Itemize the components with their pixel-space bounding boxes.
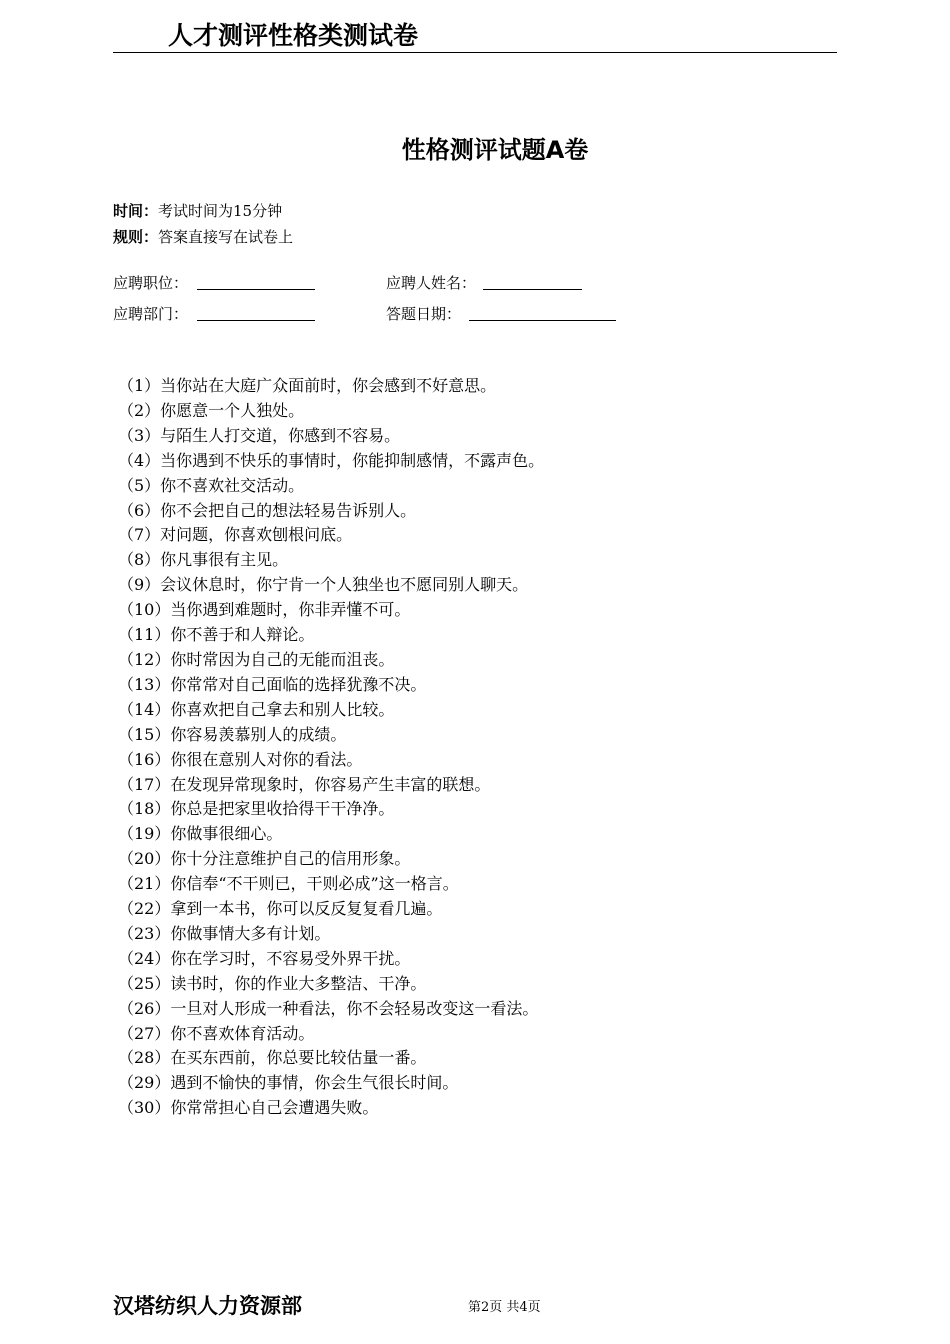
time-line <box>113 201 282 221</box>
rule-line <box>113 227 293 247</box>
question-item: （7）对问题，你喜欢刨根问底。 <box>118 525 353 545</box>
question-item: （25）读书时，你的作业大多整洁、干净。 <box>118 973 427 993</box>
department-label: 应聘部门： <box>113 305 189 323</box>
date-blank[interactable] <box>469 320 616 321</box>
question-item: （8）你凡事很有主见。 <box>118 550 289 570</box>
header-divider <box>113 52 837 53</box>
question-item: （16）你很在意别人对你的看法。 <box>118 749 363 769</box>
question-item: （9）会议休息时，你宁肯一个人独坐也不愿同别人聊天。 <box>118 575 529 595</box>
question-item: （19）你做事很细心。 <box>118 824 283 844</box>
question-item: （27）你不喜欢体育活动。 <box>118 1023 315 1043</box>
question-item: （18）你总是把家里收拾得干干净净。 <box>118 799 395 819</box>
time-value: 考试时间为15分钟 <box>158 202 283 220</box>
question-item: （21）你信奉“不干则已，干则必成”这一格言。 <box>118 874 459 894</box>
question-item: （10）当你遇到难题时，你非弄懂不可。 <box>118 600 411 620</box>
question-item: （28）在买东西前，你总要比较估量一番。 <box>118 1048 427 1068</box>
paper-title: 性格测评试题A卷 <box>401 136 589 164</box>
question-item: （14）你喜欢把自己拿去和别人比较。 <box>118 699 395 719</box>
question-list <box>118 374 544 1121</box>
question-item: （22）拿到一本书，你可以反反复复看几遍。 <box>118 899 443 919</box>
department-blank[interactable] <box>197 320 315 321</box>
question-item: （24）你在学习时，不容易受外界干扰。 <box>118 948 411 968</box>
question-item: （15）你容易羡慕别人的成绩。 <box>118 724 347 744</box>
page-number: 第2页 共4页 <box>468 1300 541 1315</box>
question-item: （26）一旦对人形成一种看法，你不会轻易改变这一看法。 <box>118 998 539 1018</box>
question-item: （23）你做事情大多有计划。 <box>118 923 331 943</box>
name-label: 应聘人姓名： <box>386 274 477 292</box>
question-item: （11）你不善于和人辩论。 <box>118 625 315 645</box>
name-blank[interactable] <box>483 289 582 290</box>
question-item: （4）当你遇到不快乐的事情时，你能抑制感情，不露声色。 <box>118 450 545 470</box>
time-label: 时间： <box>113 202 159 220</box>
question-item: （30）你常常担心自己会遭遇失败。 <box>118 1098 379 1118</box>
rule-value: 答案直接写在试卷上 <box>158 228 294 246</box>
question-item: （20）你十分注意维护自己的信用形象。 <box>118 849 411 869</box>
question-item: （5）你不喜欢社交活动。 <box>118 475 305 495</box>
question-item: （1）当你站在大庭广众面前时，你会感到不好意思。 <box>118 376 497 395</box>
question-item: （17）在发现异常现象时，你容易产生丰富的联想。 <box>118 774 491 794</box>
question-item: （13）你常常对自己面临的选择犹豫不决。 <box>118 674 427 694</box>
question-item: （3）与陌生人打交道，你感到不容易。 <box>118 425 401 445</box>
footer-organization: 汉塔纺织人力资源部 <box>113 1294 302 1318</box>
position-blank[interactable] <box>197 289 315 290</box>
question-item: （2）你愿意一个人独处。 <box>118 400 305 420</box>
document-header-title: 人才测评性格类测试卷 <box>168 21 419 50</box>
question-item: （29）遇到不愉快的事情，你会生气很长时间。 <box>118 1073 459 1093</box>
question-item: （6）你不会把自己的想法轻易告诉别人。 <box>118 500 417 520</box>
position-label: 应聘职位： <box>113 274 189 292</box>
rule-label: 规则： <box>113 228 159 246</box>
date-label: 答题日期： <box>386 305 462 323</box>
question-item: （12）你时常因为自己的无能而沮丧。 <box>118 649 395 669</box>
